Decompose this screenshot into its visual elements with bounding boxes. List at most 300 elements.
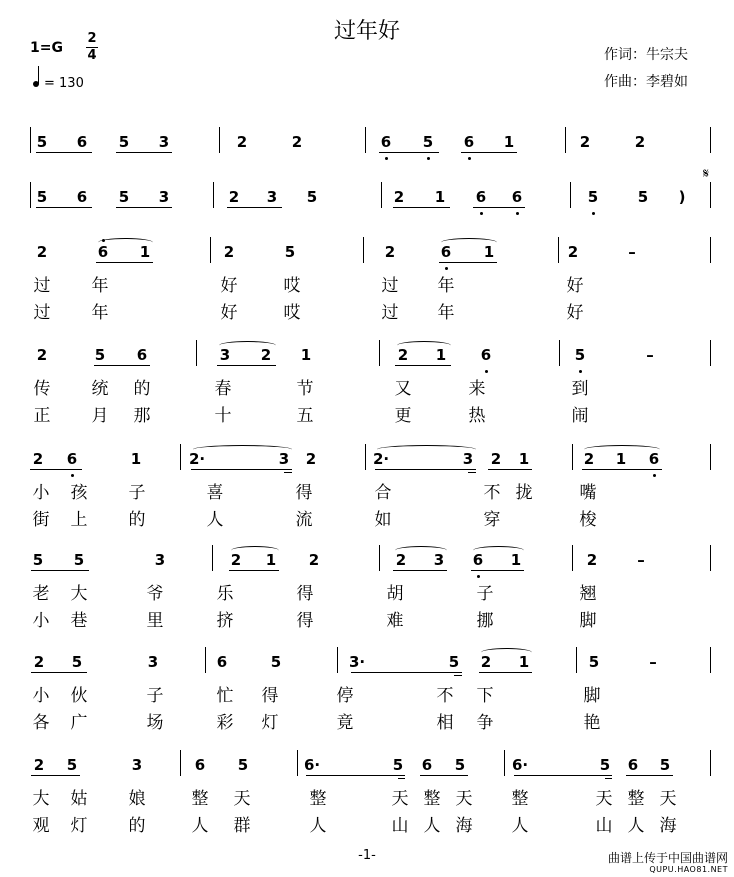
lyric-verse-1: 小 <box>32 483 50 503</box>
note: 2 <box>567 243 579 261</box>
quarter-note-stem <box>38 66 39 84</box>
bar-line <box>570 182 571 208</box>
footer-line-1: 曲谱上传于中国曲谱网 <box>607 851 728 865</box>
beam-underline <box>116 207 172 208</box>
bar-line <box>205 647 206 673</box>
lyric-verse-2: 哎 <box>283 303 301 323</box>
beam-underline <box>379 152 439 153</box>
lyric-verse-1: 不 <box>483 483 501 503</box>
beam-underline <box>116 152 172 153</box>
lyric-verse-2: 群 <box>233 816 251 836</box>
note: 2· <box>189 450 206 468</box>
lyric-verse-2: 年 <box>437 303 455 323</box>
bar-line <box>365 127 366 153</box>
lyric-verse-2: 五 <box>296 406 314 426</box>
bar-line <box>504 750 505 776</box>
note: 6 <box>627 756 639 774</box>
lyric-verse-1: 乐 <box>216 584 234 604</box>
lyric-verse-1: 子 <box>128 483 146 503</box>
lyric-verse-2: 海 <box>455 816 473 836</box>
note: 2 <box>579 133 591 151</box>
note: 2 <box>228 188 240 206</box>
page-number: -1- <box>358 848 376 863</box>
beam-underline <box>191 469 292 470</box>
note: – <box>628 243 636 261</box>
note: 3 <box>131 756 143 774</box>
note: 5 <box>637 188 649 206</box>
note: 1 <box>300 346 312 364</box>
footer-line-2: QUPU.HAO81.NET <box>649 865 728 874</box>
lyric-verse-2: 十 <box>214 406 232 426</box>
octave-dot <box>480 212 483 215</box>
note: 5 <box>66 756 78 774</box>
lyric-verse-2: 小 <box>32 611 50 631</box>
page-title: 过年好 <box>333 19 400 44</box>
lyric-verse-1: 伙 <box>70 686 88 706</box>
lyric-verse-2: 人 <box>191 816 209 836</box>
lyric-verse-1: 天 <box>659 789 677 809</box>
beam-underline <box>393 570 447 571</box>
note: 3 <box>462 450 474 468</box>
lyric-verse-2: 灯 <box>70 816 88 836</box>
note: 5 <box>284 243 296 261</box>
time-signature-denominator: 4 <box>87 48 97 63</box>
lyric-verse-1: 好 <box>220 276 238 296</box>
note: 6 <box>136 346 148 364</box>
lyric-verse-1: 春 <box>214 379 232 399</box>
beam-underline <box>96 262 153 263</box>
note: 6 <box>511 188 523 206</box>
note: 2 <box>305 450 317 468</box>
lyric-verse-1: 娘 <box>128 789 146 809</box>
lyric-verse-1: 合 <box>374 483 392 503</box>
lyric-verse-2: 梭 <box>579 510 597 530</box>
lyric-verse-1: 翘 <box>579 584 597 604</box>
note: 2 <box>36 243 48 261</box>
bar-line <box>219 127 220 153</box>
note: 6 <box>475 188 487 206</box>
lyric-verse-2: 观 <box>32 816 50 836</box>
note: 5 <box>36 133 48 151</box>
slur-arc <box>377 445 476 454</box>
lyric-verse-1: 嘴 <box>579 483 597 503</box>
bar-line <box>379 545 380 571</box>
note: 2 <box>480 653 492 671</box>
lyric-verse-2: 好 <box>566 303 584 323</box>
note: 6 <box>76 188 88 206</box>
bar-line <box>30 127 31 153</box>
note: 3 <box>219 346 231 364</box>
note: 3 <box>433 551 445 569</box>
note: 6 <box>472 551 484 569</box>
lyric-verse-2: 的 <box>128 510 146 530</box>
lyric-verse-1: 过 <box>381 276 399 296</box>
note: 2 <box>583 450 595 468</box>
lyric-verse-1: 得 <box>295 483 313 503</box>
beam-underline <box>471 570 524 571</box>
lyric-verse-2: 好 <box>220 303 238 323</box>
octave-dot <box>579 370 582 373</box>
lyric-verse-1: 子 <box>476 584 494 604</box>
beam-underline <box>488 469 532 470</box>
note: 2 <box>586 551 598 569</box>
bar-line <box>337 647 338 673</box>
lyric-verse-2: 闹 <box>571 406 589 426</box>
beam-underline <box>229 570 279 571</box>
beam-underline <box>306 775 405 776</box>
segno-icon: 𝄋 <box>703 166 710 182</box>
note: 5 <box>36 188 48 206</box>
note: 1 <box>615 450 627 468</box>
note: 2 <box>33 756 45 774</box>
lyric-verse-2: 如 <box>374 510 392 530</box>
lyric-verse-2: 人 <box>309 816 327 836</box>
beam-underline-double <box>605 778 612 779</box>
lyric-verse-1: 整 <box>511 789 529 809</box>
lyric-verse-1: 忙 <box>216 686 234 706</box>
bar-line <box>379 340 380 366</box>
lyric-verse-1: 孩 <box>70 483 88 503</box>
lyric-verse-2: 那 <box>133 406 151 426</box>
lyric-verse-1: 整 <box>627 789 645 809</box>
beam-underline <box>31 672 87 673</box>
beam-underline-double <box>454 675 462 676</box>
bar-line <box>212 545 213 571</box>
beam-underline-double <box>284 472 292 473</box>
lyric-verse-1: 下 <box>476 686 494 706</box>
lyric-verse-1: 天 <box>595 789 613 809</box>
slur-arc <box>397 341 451 350</box>
beam-underline <box>30 469 82 470</box>
note: 6 <box>380 133 392 151</box>
time-signature-numerator: 2 <box>87 31 97 46</box>
note: 2 <box>291 133 303 151</box>
note: ) <box>678 188 686 206</box>
note: 2 <box>634 133 646 151</box>
note: 5 <box>73 551 85 569</box>
lyric-verse-1: 的 <box>133 379 151 399</box>
note: 5 <box>599 756 611 774</box>
note: – <box>637 551 645 569</box>
lyric-verse-2: 海 <box>659 816 677 836</box>
octave-dot <box>71 474 74 477</box>
note: 5 <box>448 653 460 671</box>
note: 5 <box>32 551 44 569</box>
note: 6 <box>440 243 452 261</box>
lyric-verse-2: 的 <box>128 816 146 836</box>
lyric-verse-1: 节 <box>296 379 314 399</box>
note: 3 <box>266 188 278 206</box>
lyric-verse-2: 灯 <box>261 713 279 733</box>
lyric-verse-1: 统 <box>91 379 109 399</box>
lyric-verse-1: 天 <box>233 789 251 809</box>
lyric-verse-2: 彩 <box>216 713 234 733</box>
bar-line <box>213 182 214 208</box>
slur-arc <box>584 445 660 454</box>
note: 2 <box>33 653 45 671</box>
slur-arc <box>193 445 292 454</box>
beam-underline <box>439 262 497 263</box>
bar-line <box>30 182 31 208</box>
lyric-verse-2: 上 <box>70 510 88 530</box>
octave-dot <box>468 157 471 160</box>
note: 5 <box>118 133 130 151</box>
note: 5 <box>306 188 318 206</box>
note: 5 <box>659 756 671 774</box>
composer-credit: 作曲：李碧如 <box>604 74 688 90</box>
lyric-verse-2: 月 <box>91 406 109 426</box>
note: 1 <box>518 653 530 671</box>
octave-dot <box>477 575 480 578</box>
note: 2 <box>397 346 409 364</box>
beam-underline <box>395 365 451 366</box>
slur-arc <box>441 238 497 247</box>
octave-dot <box>485 370 488 373</box>
beam-underline <box>227 207 282 208</box>
beam-underline <box>94 365 150 366</box>
note: 6 <box>648 450 660 468</box>
note: 6· <box>304 756 321 774</box>
lyric-verse-2: 山 <box>595 816 613 836</box>
note: 6 <box>463 133 475 151</box>
beam-underline <box>461 152 517 153</box>
beam-underline <box>473 207 525 208</box>
lyric-verse-1: 喜 <box>206 483 224 503</box>
lyric-verse-2: 得 <box>296 611 314 631</box>
bar-line <box>565 127 566 153</box>
bar-line <box>572 545 573 571</box>
note: 2 <box>393 188 405 206</box>
lyric-verse-1: 天 <box>455 789 473 809</box>
beam-underline <box>393 207 450 208</box>
lyric-verse-2: 挪 <box>476 611 494 631</box>
note: 6 <box>97 243 109 261</box>
beam-underline <box>582 469 662 470</box>
lyric-verse-1: 传 <box>33 379 51 399</box>
note: 3 <box>158 188 170 206</box>
note: 2 <box>308 551 320 569</box>
tempo-marking: = 130 <box>44 76 84 91</box>
octave-dot <box>653 474 656 477</box>
note: 3 <box>278 450 290 468</box>
slur-arc <box>231 546 279 555</box>
lyric-verse-2: 过 <box>381 303 399 323</box>
lyric-verse-1: 年 <box>437 276 455 296</box>
octave-dot <box>592 212 595 215</box>
note: 6 <box>480 346 492 364</box>
beam-underline <box>31 570 89 571</box>
note: 5 <box>270 653 282 671</box>
bar-line <box>297 750 298 776</box>
note: 3 <box>147 653 159 671</box>
note: 1 <box>139 243 151 261</box>
bar-line <box>710 127 711 153</box>
octave-dot <box>427 157 430 160</box>
note: 6 <box>194 756 206 774</box>
bar-line <box>363 237 364 263</box>
lyric-verse-2: 流 <box>295 510 313 530</box>
lyric-verse-2: 过 <box>33 303 51 323</box>
note: 5 <box>71 653 83 671</box>
slur-arc <box>395 546 447 555</box>
octave-dot <box>445 267 448 270</box>
beam-underline <box>36 207 92 208</box>
lyric-verse-1: 脚 <box>583 686 601 706</box>
lyric-verse-2: 山 <box>391 816 409 836</box>
bar-line <box>210 237 211 263</box>
note: 3 <box>158 133 170 151</box>
note: 1 <box>518 450 530 468</box>
slur-arc <box>481 648 532 657</box>
lyric-verse-1: 子 <box>146 686 164 706</box>
beam-underline <box>479 672 532 673</box>
beam-underline-double <box>398 778 405 779</box>
lyric-verse-2: 更 <box>394 406 412 426</box>
note: 2 <box>384 243 396 261</box>
bar-line <box>710 340 711 366</box>
lyric-verse-2: 人 <box>511 816 529 836</box>
beam-underline-double <box>468 472 476 473</box>
lyric-verse-1: 大 <box>70 584 88 604</box>
lyric-verse-1: 胡 <box>386 584 404 604</box>
bar-line <box>710 444 711 470</box>
bar-line <box>710 750 711 776</box>
lyric-verse-1: 到 <box>571 379 589 399</box>
note: 6 <box>76 133 88 151</box>
lyric-verse-2: 脚 <box>579 611 597 631</box>
beam-underline <box>375 469 476 470</box>
lyric-verse-2: 正 <box>33 406 51 426</box>
slur-arc <box>219 341 276 350</box>
lyric-verse-1: 爷 <box>146 584 164 604</box>
lyric-verse-1: 拢 <box>515 483 533 503</box>
note: 1 <box>265 551 277 569</box>
lyric-verse-1: 年 <box>91 276 109 296</box>
beam-underline <box>217 365 276 366</box>
site-watermark <box>608 852 728 876</box>
bar-line <box>710 237 711 263</box>
lyric-verse-2: 艳 <box>583 713 601 733</box>
octave-dot <box>385 157 388 160</box>
note: 6 <box>421 756 433 774</box>
lyric-verse-1: 过 <box>33 276 51 296</box>
lyric-verse-2: 年 <box>91 303 109 323</box>
lyric-verse-2: 相 <box>436 713 454 733</box>
lyricist-credit: 作词：牛宗夫 <box>604 47 688 63</box>
note: 2 <box>223 243 235 261</box>
lyric-verse-1: 来 <box>468 379 486 399</box>
bar-line <box>196 340 197 366</box>
bar-line <box>180 444 181 470</box>
lyric-verse-1: 整 <box>309 789 327 809</box>
lyric-verse-2: 穿 <box>483 510 501 530</box>
lyric-verse-1: 老 <box>32 584 50 604</box>
lyric-verse-2: 热 <box>468 406 486 426</box>
note: 2 <box>230 551 242 569</box>
lyric-verse-1: 整 <box>423 789 441 809</box>
note: 2 <box>32 450 44 468</box>
lyric-verse-2: 挤 <box>216 611 234 631</box>
lyric-verse-2: 人 <box>206 510 224 530</box>
bar-line <box>710 182 711 208</box>
note: 2 <box>490 450 502 468</box>
lyric-verse-2: 竟 <box>336 713 354 733</box>
beam-underline <box>626 775 673 776</box>
lyric-verse-1: 好 <box>566 276 584 296</box>
lyric-verse-1: 大 <box>32 789 50 809</box>
lyric-verse-1: 又 <box>394 379 412 399</box>
lyric-verse-2: 场 <box>146 713 164 733</box>
note: 1 <box>510 551 522 569</box>
note: 3 <box>154 551 166 569</box>
note: 3· <box>349 653 366 671</box>
bar-line <box>710 647 711 673</box>
lyric-verse-2: 人 <box>423 816 441 836</box>
beam-underline <box>31 775 80 776</box>
lyric-verse-2: 巷 <box>70 611 88 631</box>
note: 2 <box>260 346 272 364</box>
bar-line <box>558 237 559 263</box>
note: 1 <box>483 243 495 261</box>
bar-line <box>559 340 560 366</box>
lyric-verse-1: 得 <box>296 584 314 604</box>
note: 6· <box>512 756 529 774</box>
note: 5 <box>588 653 600 671</box>
lyric-verse-2: 争 <box>476 713 494 733</box>
note: 5 <box>237 756 249 774</box>
note: 6 <box>66 450 78 468</box>
lyric-verse-2: 难 <box>386 611 404 631</box>
note: 1 <box>434 188 446 206</box>
note: 5 <box>392 756 404 774</box>
lyric-verse-2: 人 <box>627 816 645 836</box>
note: 5 <box>94 346 106 364</box>
beam-underline <box>514 775 612 776</box>
note: 2 <box>36 346 48 364</box>
bar-line <box>180 750 181 776</box>
note: 1 <box>130 450 142 468</box>
note: 2 <box>395 551 407 569</box>
slur-arc <box>98 238 153 247</box>
note: 5 <box>574 346 586 364</box>
beam-underline <box>420 775 468 776</box>
lyric-verse-2: 各 <box>32 713 50 733</box>
lyric-verse-1: 小 <box>32 686 50 706</box>
lyric-verse-2: 广 <box>70 713 88 733</box>
note: – <box>646 346 654 364</box>
lyric-verse-1: 不 <box>436 686 454 706</box>
note: 5 <box>454 756 466 774</box>
lyric-verse-2: 里 <box>146 611 164 631</box>
bar-line <box>572 444 573 470</box>
lyric-verse-1: 天 <box>391 789 409 809</box>
bar-line <box>710 545 711 571</box>
note: 2 <box>236 133 248 151</box>
octave-dot <box>516 212 519 215</box>
note: – <box>649 653 657 671</box>
note: 1 <box>503 133 515 151</box>
lyric-verse-1: 整 <box>191 789 209 809</box>
lyric-verse-1: 得 <box>261 686 279 706</box>
lyric-verse-1: 姑 <box>70 789 88 809</box>
key-signature: 1=G <box>30 40 63 56</box>
lyric-verse-1: 哎 <box>283 276 301 296</box>
beam-underline <box>36 152 92 153</box>
beam-underline <box>351 672 462 673</box>
note: 5 <box>587 188 599 206</box>
note: 1 <box>435 346 447 364</box>
slur-arc <box>473 546 524 555</box>
